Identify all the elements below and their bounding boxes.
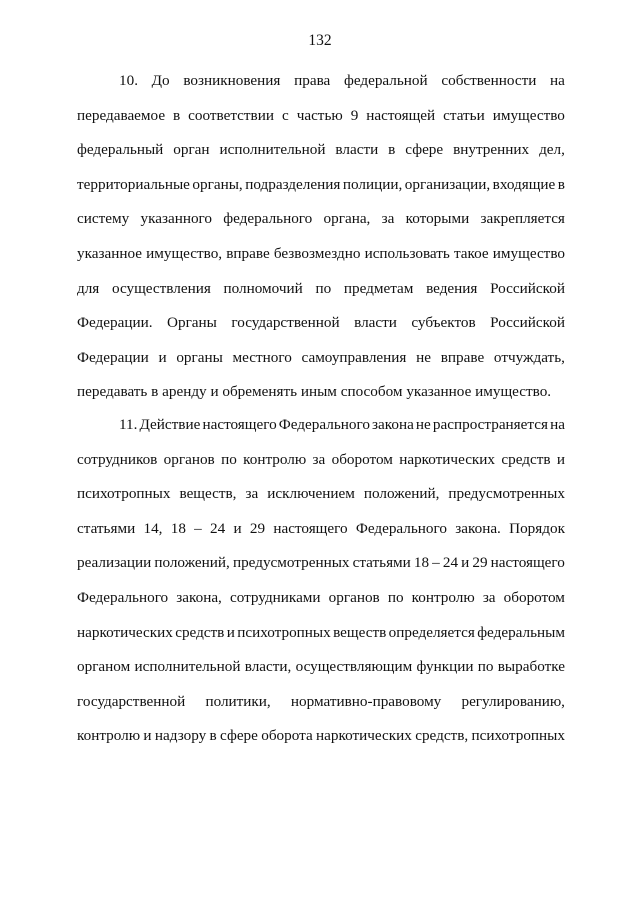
text-line: статьями 14, 18 – 24 и 29 настоящего Федерального закона. Порядок (77, 519, 565, 537)
text-line: Федерации. Органы государственной власти субъектов Российской (77, 314, 565, 332)
text-line: 11. Действие настоящего Федерального закона не распространяется на (119, 416, 565, 433)
text-line: передавать в аренду и обременять иным способом указанное имущество. (77, 383, 552, 401)
text-line: указанное имущество, вправе безвозмездно использовать такое имущество (77, 244, 565, 262)
text-line: 10. До возникновения права федеральной собственности на (119, 72, 565, 89)
paragraph-10 (77, 71, 565, 417)
text-line: органом исполнительной власти, осуществляющим функции по выработке (77, 658, 565, 676)
text-line: реализации положений, предусмотренных статьями 18 – 24 и 29 настоящего (77, 554, 565, 572)
text-line: федеральный орган исполнительной власти в сфере внутренних дел, (77, 141, 565, 159)
text-line: территориальные органы, подразделения полиции, организации, входящие в (77, 175, 565, 193)
text-line: сотрудников органов по контролю за оборотом наркотических средств и (77, 450, 565, 468)
text-line: Федерального закона, сотрудниками органов по контролю за оборотом (77, 588, 565, 606)
text-line: систему указанного федерального органа, за которыми закрепляется (77, 210, 565, 228)
text-line: для осуществления полномочий по предметам ведения Российской (77, 279, 565, 297)
text-line: контролю и надзору в сфере оборота наркотических средств, психотропных (77, 727, 565, 745)
text-line: Федерации и органы местного самоуправления не вправе отчуждать, (77, 348, 565, 366)
text-line: передаваемое в соответствии с частью 9 настоящей статьи имущество (77, 106, 565, 124)
paragraph-11 (77, 415, 565, 761)
text-line: государственной политики, нормативно-правовому регулированию, (77, 692, 565, 710)
text-line: психотропных веществ, за исключением положений, предусмотренных (77, 485, 565, 503)
page-number: 132 (308, 32, 332, 49)
text-line: наркотических средств и психотропных веществ определяется федеральным (77, 623, 565, 641)
